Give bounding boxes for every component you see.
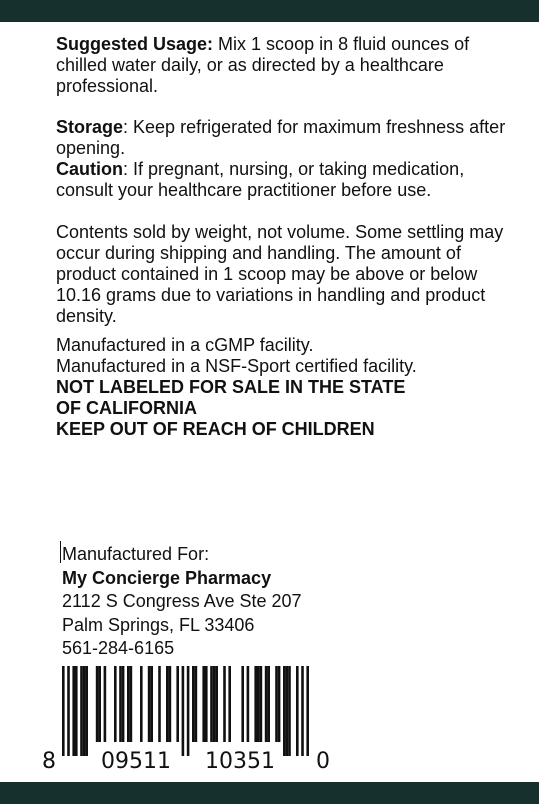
barcode-bar [98,666,101,742]
barcode-bar [75,666,78,756]
barcode-bar [228,666,231,742]
storage-text: : Keep refrigerated for maximum freshness after opening. [56,117,506,158]
barcode-bar [85,666,88,756]
barcode-bar [278,666,281,742]
caution-text: : If pregnant, nursing, or taking medication, consult your healthcare practitioner before use. [56,159,465,200]
manufacturer-block [62,543,442,661]
barcode-bar [210,666,213,742]
barcode-bar [187,666,190,756]
barcode-bar [150,666,153,742]
barcode-bar [301,666,304,756]
barcode-bar [114,666,117,742]
storage-label: Storage [56,117,124,137]
caution-paragraph [56,159,516,201]
barcode-bar [148,666,151,742]
barcode-bar [195,666,198,742]
barcode-bar [83,666,86,756]
barcode-bar [166,666,169,742]
barcode-left-digits: 09511 [101,749,171,774]
barcode-number-system: 8 [42,749,56,774]
barcode-bar [169,666,172,742]
barcode-bar [265,666,268,742]
barcode-bar [130,666,133,742]
barcode-bar [223,666,226,742]
barcode-bar [119,666,122,742]
barcode-bar [122,666,125,742]
contents-section [56,222,516,327]
barcode-bar [202,666,205,742]
barcode-bar [158,666,161,742]
usage-text: Mix 1 scoop in 8 fluid ounces of chilled water daily, or as directed by a healthcare professional. [56,34,470,96]
bottom-band [0,782,539,804]
barcode-bars [62,666,309,756]
barcode-bar [213,666,216,742]
barcode-bar [72,666,75,756]
manufacturer-name: My Concierge Pharmacy [62,567,272,588]
barcode-bar [283,666,286,756]
barcode-bar [254,666,257,742]
manufacturer-address-2: Palm Springs, FL 33406 [62,614,255,635]
upc-barcode [38,664,338,776]
barcode-bar [96,666,99,742]
barcode-bar [286,666,289,756]
warning-line-2: OF CALIFORNIA [56,398,197,418]
barcode-bar [275,666,278,742]
warning-line-3: KEEP OUT OF REACH OF CHILDREN [56,419,375,439]
usage-paragraph [56,34,516,97]
storage-caution-section [56,117,516,201]
usage-label: Suggested Usage: [56,34,214,54]
barcode-bar [67,666,70,756]
manufacturer-label: Manufactured For: [62,544,210,564]
facility-section [56,335,516,440]
barcode-bar [182,666,185,756]
barcode-right-digits: 10351 [205,749,275,774]
barcode-bar [215,666,218,742]
barcode-bar [176,666,179,742]
barcode-bar [241,666,244,742]
barcode-bar [62,666,65,756]
barcode-bar [104,666,107,742]
barcode-bar [260,666,263,742]
barcode-check-digit: 0 [316,749,330,774]
warning-line-1: NOT LABELED FOR SALE IN THE STATE [56,377,406,397]
caution-label: Caution [56,159,123,179]
facility-line-cgmp: Manufactured in a cGMP facility. [56,335,314,355]
barcode-bar [140,666,143,742]
barcode-bar [127,666,130,742]
manufacturer-phone: 561-284-6165 [62,638,175,658]
barcode-bar [192,666,195,742]
text-cursor [60,541,61,563]
barcode-bar [306,666,309,756]
barcode-bar [267,666,270,742]
manufacturer-address-1: 2112 S Congress Ave Ste 207 [62,591,302,611]
top-band [0,0,539,22]
barcode-bar [288,666,291,756]
storage-paragraph [56,117,516,159]
facility-line-nsf: Manufactured in a NSF-Sport certified facility. [56,356,417,376]
barcode-bar [205,666,208,742]
barcode-bar [257,666,260,742]
barcode-bar [296,666,299,756]
contents-note: Contents sold by weight, not volume. Some settling may occur during shipping and handling. The amount of product contained in 1 scoop may be above or below 10.16 grams due to variations in handling and product density. [56,222,504,326]
barcode-bar [80,666,83,756]
barcode-bar [247,666,250,742]
usage-section [56,34,516,97]
